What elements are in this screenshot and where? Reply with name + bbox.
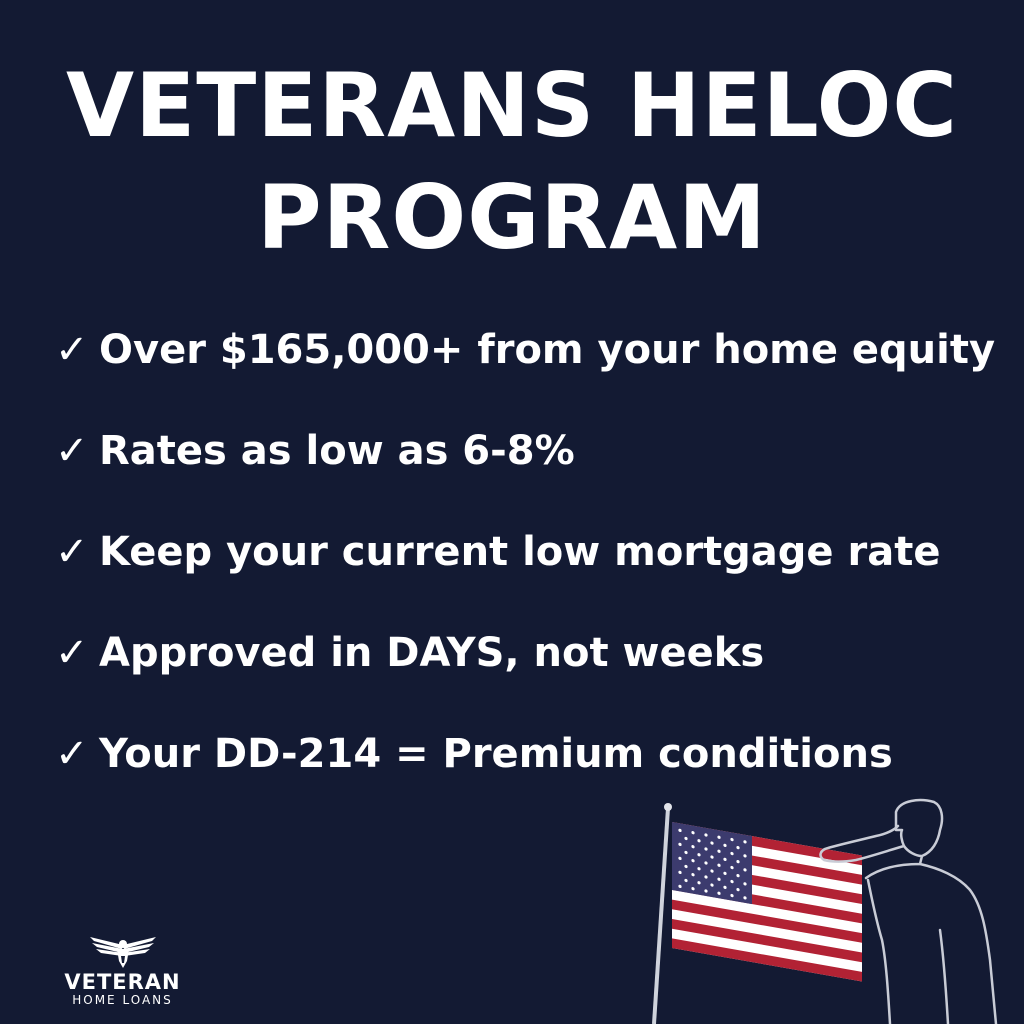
veteran-home-loans-logo [60,935,185,1007]
headline [0,50,1024,274]
headline-line-1: VETERANS HELOC [66,54,958,157]
flag-pole-finial [664,803,672,811]
checkmark-icon: ✓ [55,327,89,373]
flag-and-soldier-illustration [620,790,1020,1024]
checkmark-icon: ✓ [55,529,89,575]
flag-pole [654,808,668,1024]
benefit-item [55,423,1015,524]
benefit-text: Over $165,000+ from your home equity [99,327,996,373]
eagle-icon [88,935,158,969]
checkmark-icon: ✓ [55,731,89,777]
checkmark-icon: ✓ [55,630,89,676]
benefit-text: Your DD-214 = Premium conditions [99,731,893,777]
benefit-text: Rates as low as 6-8% [99,428,575,474]
benefit-list [55,322,1015,827]
benefit-item [55,322,1015,423]
checkmark-icon: ✓ [55,428,89,474]
logo-text-home-loans: HOME LOANS [72,993,173,1007]
benefit-text: Approved in DAYS, not weeks [99,630,765,676]
logo-text-veteran: VETERAN [64,970,181,994]
benefit-text: Keep your current low mortgage rate [99,529,941,575]
benefit-item [55,625,1015,726]
headline-line-2: PROGRAM [257,166,767,269]
benefit-item [55,524,1015,625]
